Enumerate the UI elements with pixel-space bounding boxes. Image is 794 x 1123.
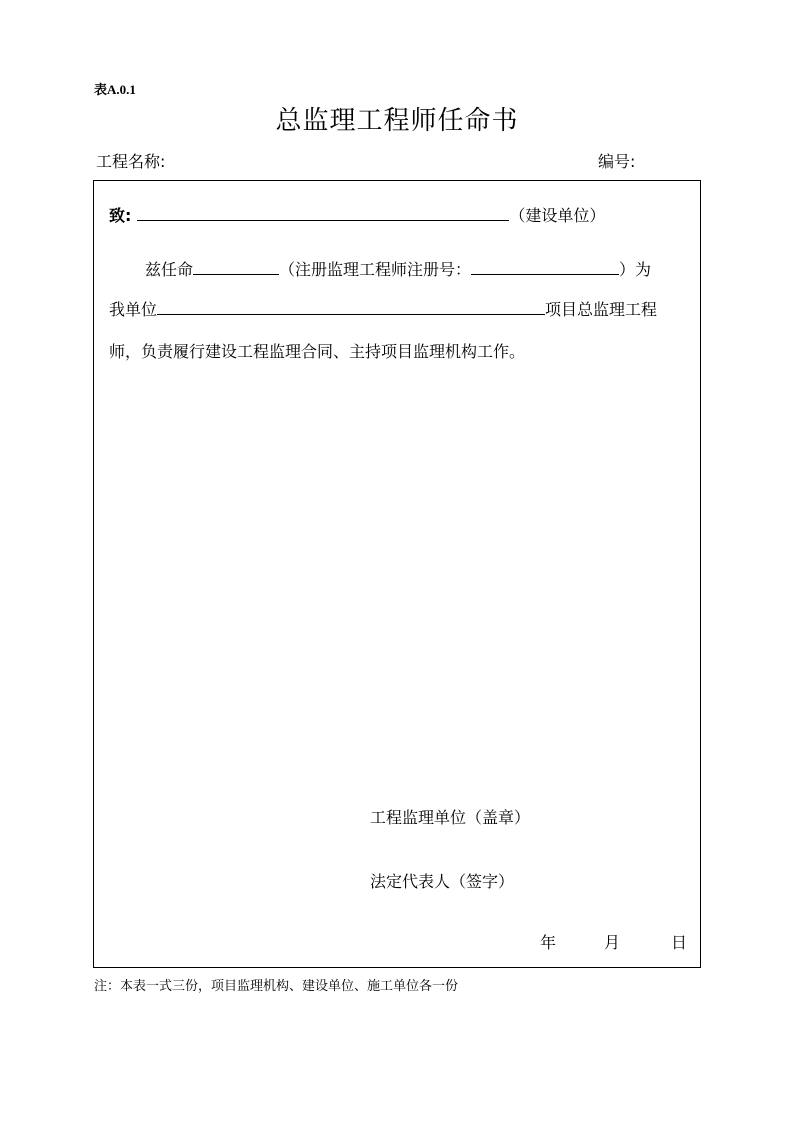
page-title: 总监理工程师任命书	[275, 106, 519, 136]
date-month-label: 月	[604, 933, 621, 952]
date-day-label: 日	[671, 933, 688, 952]
appointment-prefix: 兹任命	[145, 260, 194, 279]
addressee-label: 致:	[109, 206, 132, 225]
date-year-label: 年	[540, 933, 557, 952]
duty-row: 师，负责履行建设工程监理合同、主持项目监理机构工作。	[109, 342, 526, 361]
appointee-name-blank[interactable]	[193, 260, 279, 275]
legal-representative-sign-label: 法定代表人（签字）	[370, 872, 515, 891]
appointment-suffix: ）为	[619, 260, 652, 279]
project-blank[interactable]	[157, 300, 545, 315]
addressee-row	[109, 203, 605, 226]
addressee-blank[interactable]	[137, 206, 509, 221]
project-name-label: 工程名称:	[96, 152, 166, 171]
appointment-row	[145, 257, 651, 280]
unit-suffix: 项目总监理工程	[545, 300, 658, 319]
supervision-unit-seal-label: 工程监理单位（盖章）	[370, 808, 531, 827]
appointment-middle: （注册监理工程师注册号：	[279, 260, 472, 279]
form-code: 表A.0.1	[94, 82, 136, 97]
registration-number-blank[interactable]	[471, 260, 619, 275]
serial-number-label: 编号:	[598, 152, 636, 171]
addressee-suffix: （建设单位）	[509, 206, 606, 225]
unit-row	[109, 297, 657, 320]
footnote: 注：本表一式三份，项目监理机构、建设单位、施工单位各一份	[94, 979, 459, 994]
unit-prefix: 我单位	[109, 300, 158, 319]
